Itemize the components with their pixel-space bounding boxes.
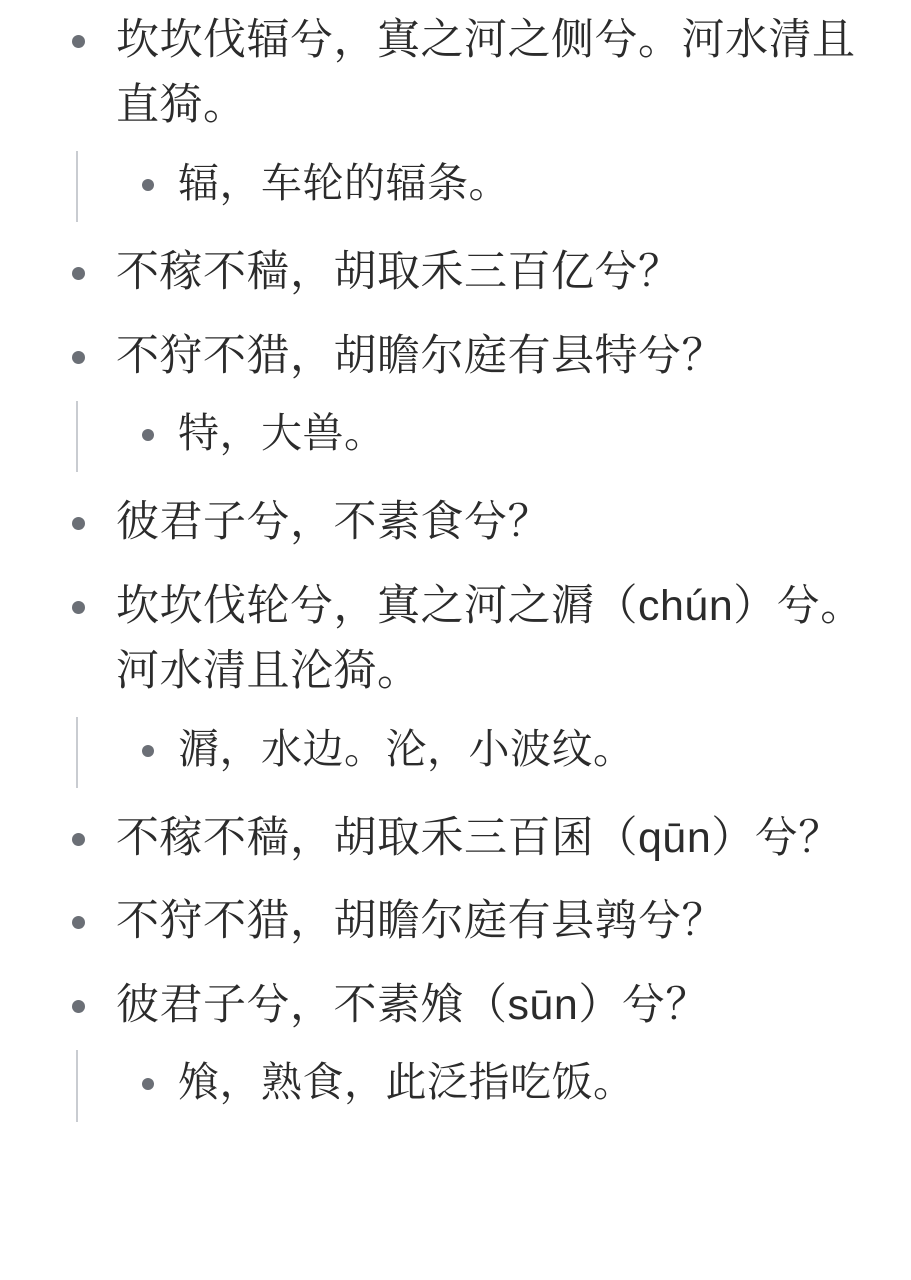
list-item — [34, 8, 871, 222]
sub-list-item-text: 漘，水边。沦，小波纹。 — [178, 725, 635, 772]
sub-list-item — [116, 719, 871, 781]
sub-list-container — [116, 153, 871, 223]
sub-list-item — [116, 153, 871, 215]
sub-list — [116, 403, 871, 465]
sub-list-item-text: 飧，熟食，此泛指吃饭。 — [178, 1059, 635, 1106]
bullet-icon — [142, 429, 154, 441]
outline-list — [34, 8, 871, 1122]
list-item — [34, 490, 871, 555]
sub-list — [116, 719, 871, 781]
bullet-icon — [142, 745, 154, 757]
list-item — [34, 806, 871, 871]
bullet-icon — [142, 1078, 154, 1090]
sub-list-item-text: 辐，车轮的辐条。 — [178, 159, 510, 206]
sub-list-item-text: 特，大兽。 — [178, 409, 386, 456]
list-item-text: 坎坎伐辐兮，寘之河之侧兮。河水清且直猗。 — [116, 16, 856, 130]
bullet-icon — [72, 35, 85, 48]
sub-list-container — [116, 719, 871, 789]
sub-list — [116, 153, 871, 215]
list-item-text: 坎坎伐轮兮，寘之河之漘（chún）兮。河水清且沦猗。 — [116, 581, 864, 696]
list-item-text: 不狩不猎，胡瞻尔庭有县特兮？ — [116, 331, 725, 380]
bullet-icon — [72, 916, 85, 929]
list-item — [34, 324, 871, 473]
list-item-text: 不稼不穑，胡取禾三百亿兮？ — [116, 248, 682, 297]
list-item — [34, 889, 871, 954]
bullet-icon — [72, 1000, 85, 1013]
bullet-icon — [72, 833, 85, 846]
sub-list-item — [116, 1052, 871, 1114]
list-item-text: 不稼不穑，胡取禾三百囷（qūn）兮？ — [116, 814, 842, 863]
list-item — [34, 973, 871, 1122]
list-item-text: 彼君子兮，不素飧（sūn）兮？ — [116, 980, 709, 1029]
list-item — [34, 240, 871, 305]
sub-list-container — [116, 1052, 871, 1122]
sub-list-item — [116, 403, 871, 465]
sub-list — [116, 1052, 871, 1114]
list-item-text: 彼君子兮，不素食兮？ — [116, 498, 551, 547]
list-item — [34, 574, 871, 788]
list-item-text: 不狩不猎，胡瞻尔庭有县鹑兮？ — [116, 897, 725, 946]
bullet-icon — [72, 601, 85, 614]
bullet-icon — [72, 517, 85, 530]
sub-list-container — [116, 403, 871, 473]
bullet-icon — [72, 267, 85, 280]
bullet-icon — [72, 351, 85, 364]
bullet-icon — [142, 179, 154, 191]
